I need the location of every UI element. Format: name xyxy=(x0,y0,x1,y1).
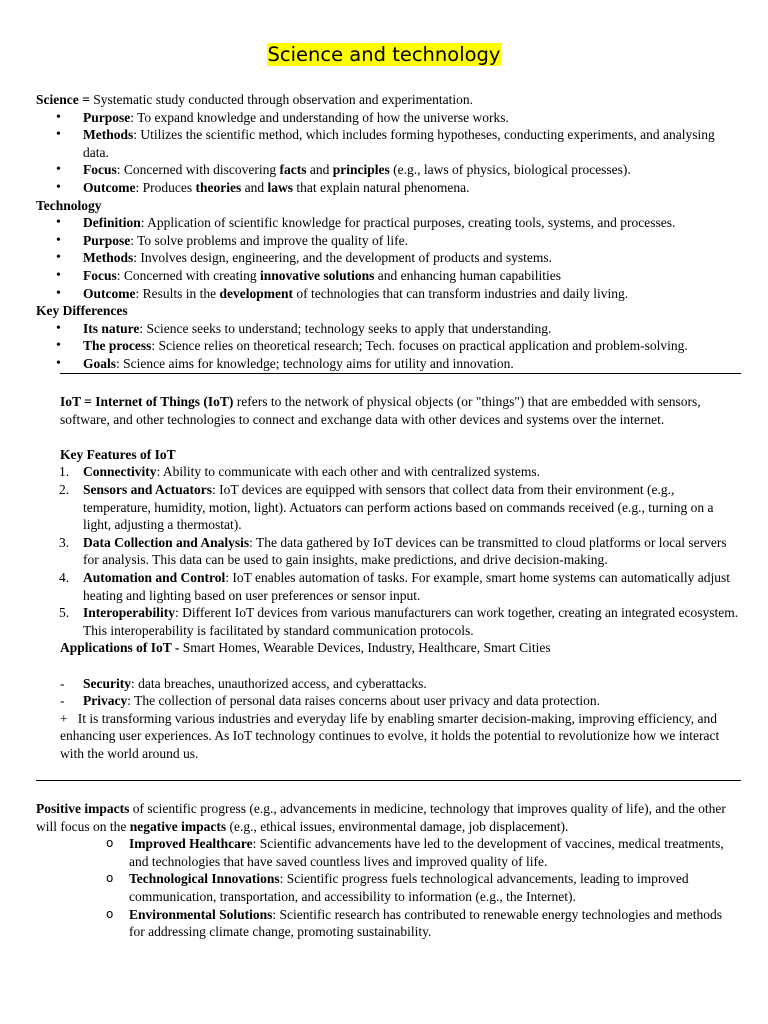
text-run: Environmental Solutions xyxy=(129,906,273,922)
text-run: and xyxy=(241,179,268,195)
text-run: : IoT enables automation of tasks. For example, smart home systems can automatically adjust heating and lighting based on user preferences or sensor input. xyxy=(83,569,731,603)
text-run: o xyxy=(106,906,114,921)
text-run: Connectivity xyxy=(83,464,157,480)
text-run: and enhancing human capabilities xyxy=(374,267,562,283)
text-run: : Concerned with creating xyxy=(116,267,260,283)
text-run: 3. xyxy=(59,534,70,550)
iot-concerns-list xyxy=(36,675,741,710)
iot-definition xyxy=(36,393,741,428)
text-run: : IoT devices are equipped with sensors that collect data from their environment (e.g., temperature, humidity, motion, light). Actuators can perform actions based on commands received (e.g., turning on a light, adjusting a thermostat). xyxy=(83,481,714,533)
text-run: : To expand knowledge and understanding of how the universe works. xyxy=(130,109,509,125)
text-run: Interoperability xyxy=(83,605,175,621)
list-item xyxy=(36,249,741,267)
document-title: Science and technology xyxy=(267,43,501,66)
text-run: o xyxy=(106,871,114,886)
text-run: Purpose xyxy=(83,109,131,125)
list-item xyxy=(36,179,741,197)
differences-list xyxy=(36,320,741,373)
text-run: Positive impacts xyxy=(36,801,130,816)
text-run: Applications of IoT - xyxy=(60,640,180,656)
list-item xyxy=(36,481,741,534)
iot-features-heading xyxy=(36,446,741,464)
text-run: Technological Innovations xyxy=(129,871,280,887)
text-run: + xyxy=(60,710,68,726)
iot-closing xyxy=(36,710,741,763)
text-run: : Results in the xyxy=(135,285,220,301)
list-item xyxy=(36,126,741,161)
list-item xyxy=(36,569,741,604)
text-run: : Scientific advancements have led to the development of vaccines, medical treatments, and technologies that have saved countless lives and improved quality of life. xyxy=(129,836,724,869)
text-run: that explain natural phenomena. xyxy=(292,179,470,195)
impacts-list xyxy=(36,835,741,941)
text-run: : Scientific research has contributed to renewable energy technologies and methods for addressing climate change, promoting sustainability. xyxy=(129,906,723,940)
text-run: Key Differences xyxy=(36,303,128,319)
text-run: and xyxy=(306,162,333,178)
list-item xyxy=(36,232,741,250)
text-run: : Application of scientific knowledge for practical purposes, creating tools, systems, and processes. xyxy=(140,215,676,231)
text-run: Methods xyxy=(83,250,134,266)
text-run: 1. xyxy=(59,464,70,480)
text-run: Outcome xyxy=(83,285,136,301)
text-run: laws xyxy=(267,179,293,195)
list-item xyxy=(36,835,741,870)
text-run: It is transforming various industries and everyday life by enabling smarter decision-making, improving efficiency, and enhancing user experiences. As IoT technology continues to evolve, it holds the potential to revolutionize how we interact with the world around us. xyxy=(60,710,720,761)
text-run: : Concerned with discovering xyxy=(116,162,280,178)
text-run: Goals xyxy=(83,355,117,371)
science-technology-section xyxy=(36,91,741,373)
text-run: : Utilizes the scientific method, which includes forming hypotheses, conducting experiments, and analysing data. xyxy=(83,127,715,160)
text-run: 2. xyxy=(59,481,70,497)
list-item xyxy=(36,675,741,693)
text-run: : Ability to communicate with each other and with centralized systems. xyxy=(156,464,541,480)
technology-heading xyxy=(36,197,741,215)
text-run: Data Collection and Analysis xyxy=(83,534,250,550)
technology-list xyxy=(36,214,741,302)
list-item xyxy=(36,604,741,639)
text-run: Outcome xyxy=(83,179,136,195)
text-run: The process xyxy=(83,338,152,354)
impacts-intro xyxy=(36,800,741,835)
text-run: (e.g., laws of physics, biological processes). xyxy=(389,162,631,178)
text-run: refers to the network of physical objects (or "things") that are embedded with sensors, software, and other technologies to connect and exchange data with other devices and systems over the internet. xyxy=(60,394,701,427)
text-run: Purpose xyxy=(83,232,131,248)
text-run: : Scientific progress fuels technological advancements, leading to improved communication, transportation, and accessibility to information (e.g., the Internet). xyxy=(129,871,689,904)
text-run: (e.g., ethical issues, environmental damage, job displacement). xyxy=(226,818,569,834)
list-item xyxy=(36,267,741,285)
text-run: : data breaches, unauthorized access, and cyberattacks. xyxy=(131,675,427,691)
text-run: - xyxy=(60,693,65,709)
list-item xyxy=(36,463,741,481)
text-run: Systematic study conducted through observation and experimentation. xyxy=(89,92,473,107)
list-item xyxy=(36,320,741,338)
text-run: Security xyxy=(83,675,131,691)
text-run: development xyxy=(219,285,293,301)
text-run: of scientific progress (e.g., advancements in medicine, technology that improves quality of life), and the other will focus on the xyxy=(36,801,726,834)
text-run: of technologies that can transform industries and daily living. xyxy=(292,285,629,301)
list-item xyxy=(36,109,741,127)
text-run: Focus xyxy=(83,162,117,178)
text-run: principles xyxy=(332,162,390,178)
text-run: Key Features of IoT xyxy=(60,446,176,462)
list-item xyxy=(36,692,741,710)
divider-line xyxy=(36,780,741,781)
title-container xyxy=(0,43,768,67)
text-run: : The collection of personal data raises concerns about user privacy and data protection. xyxy=(127,693,601,709)
text-run: : The data gathered by IoT devices can be transmitted to cloud platforms or local servers for analysis. This data can be used to gain insights, make predictions, and drive decision-making. xyxy=(83,534,727,568)
iot-section xyxy=(36,393,741,762)
list-item xyxy=(36,870,741,905)
list-item xyxy=(36,337,741,355)
text-run: : Different IoT devices from various manufacturers can work together, creating an integrated ecosystem. This interoperability is facilitated by standard communication protocols. xyxy=(83,605,739,638)
list-item xyxy=(36,161,741,179)
text-run: Its nature xyxy=(83,320,140,336)
iot-features-list xyxy=(36,463,741,639)
text-run: - xyxy=(60,675,65,691)
text-run: Smart Homes, Wearable Devices, Industry, Healthcare, Smart Cities xyxy=(179,640,551,656)
list-item xyxy=(36,355,741,373)
text-run: Definition xyxy=(83,215,141,231)
list-item xyxy=(36,906,741,941)
text-run: Privacy xyxy=(83,693,128,709)
text-run: 4. xyxy=(59,569,70,585)
text-run: : To solve problems and improve the quality of life. xyxy=(130,232,409,248)
text-run: Technology xyxy=(36,197,102,213)
text-run: Improved Healthcare xyxy=(129,836,253,852)
text-run: Focus xyxy=(83,267,117,283)
text-run: negative impacts xyxy=(129,818,227,834)
iot-applications xyxy=(36,639,741,657)
impacts-section xyxy=(36,800,741,941)
text-run: : Science relies on theoretical research; Tech. focuses on practical application and problem-solving. xyxy=(151,338,688,354)
text-run: theories xyxy=(195,179,242,195)
differences-heading xyxy=(36,302,741,320)
text-run: : Involves design, engineering, and the development of products and systems. xyxy=(133,250,553,266)
list-item xyxy=(36,214,741,232)
text-run: : Produces xyxy=(135,179,196,195)
text-run: : Science aims for knowledge; technology aims for utility and innovation. xyxy=(116,355,514,371)
text-run: o xyxy=(106,836,114,851)
science-list xyxy=(36,109,741,197)
science-definition xyxy=(36,91,741,109)
text-run: IoT = Internet of Things (IoT) xyxy=(60,394,234,409)
text-run: facts xyxy=(279,162,307,178)
list-item xyxy=(36,285,741,303)
text-run: innovative solutions xyxy=(259,267,375,283)
text-run: 5. xyxy=(59,605,70,621)
text-run: Methods xyxy=(83,127,134,143)
list-item xyxy=(36,534,741,569)
divider-line xyxy=(60,373,741,374)
text-run: Automation and Control xyxy=(83,569,226,585)
text-run: Science = xyxy=(36,92,90,107)
text-run: Sensors and Actuators xyxy=(83,481,213,497)
text-run: : Science seeks to understand; technology seeks to apply that understanding. xyxy=(139,320,552,336)
